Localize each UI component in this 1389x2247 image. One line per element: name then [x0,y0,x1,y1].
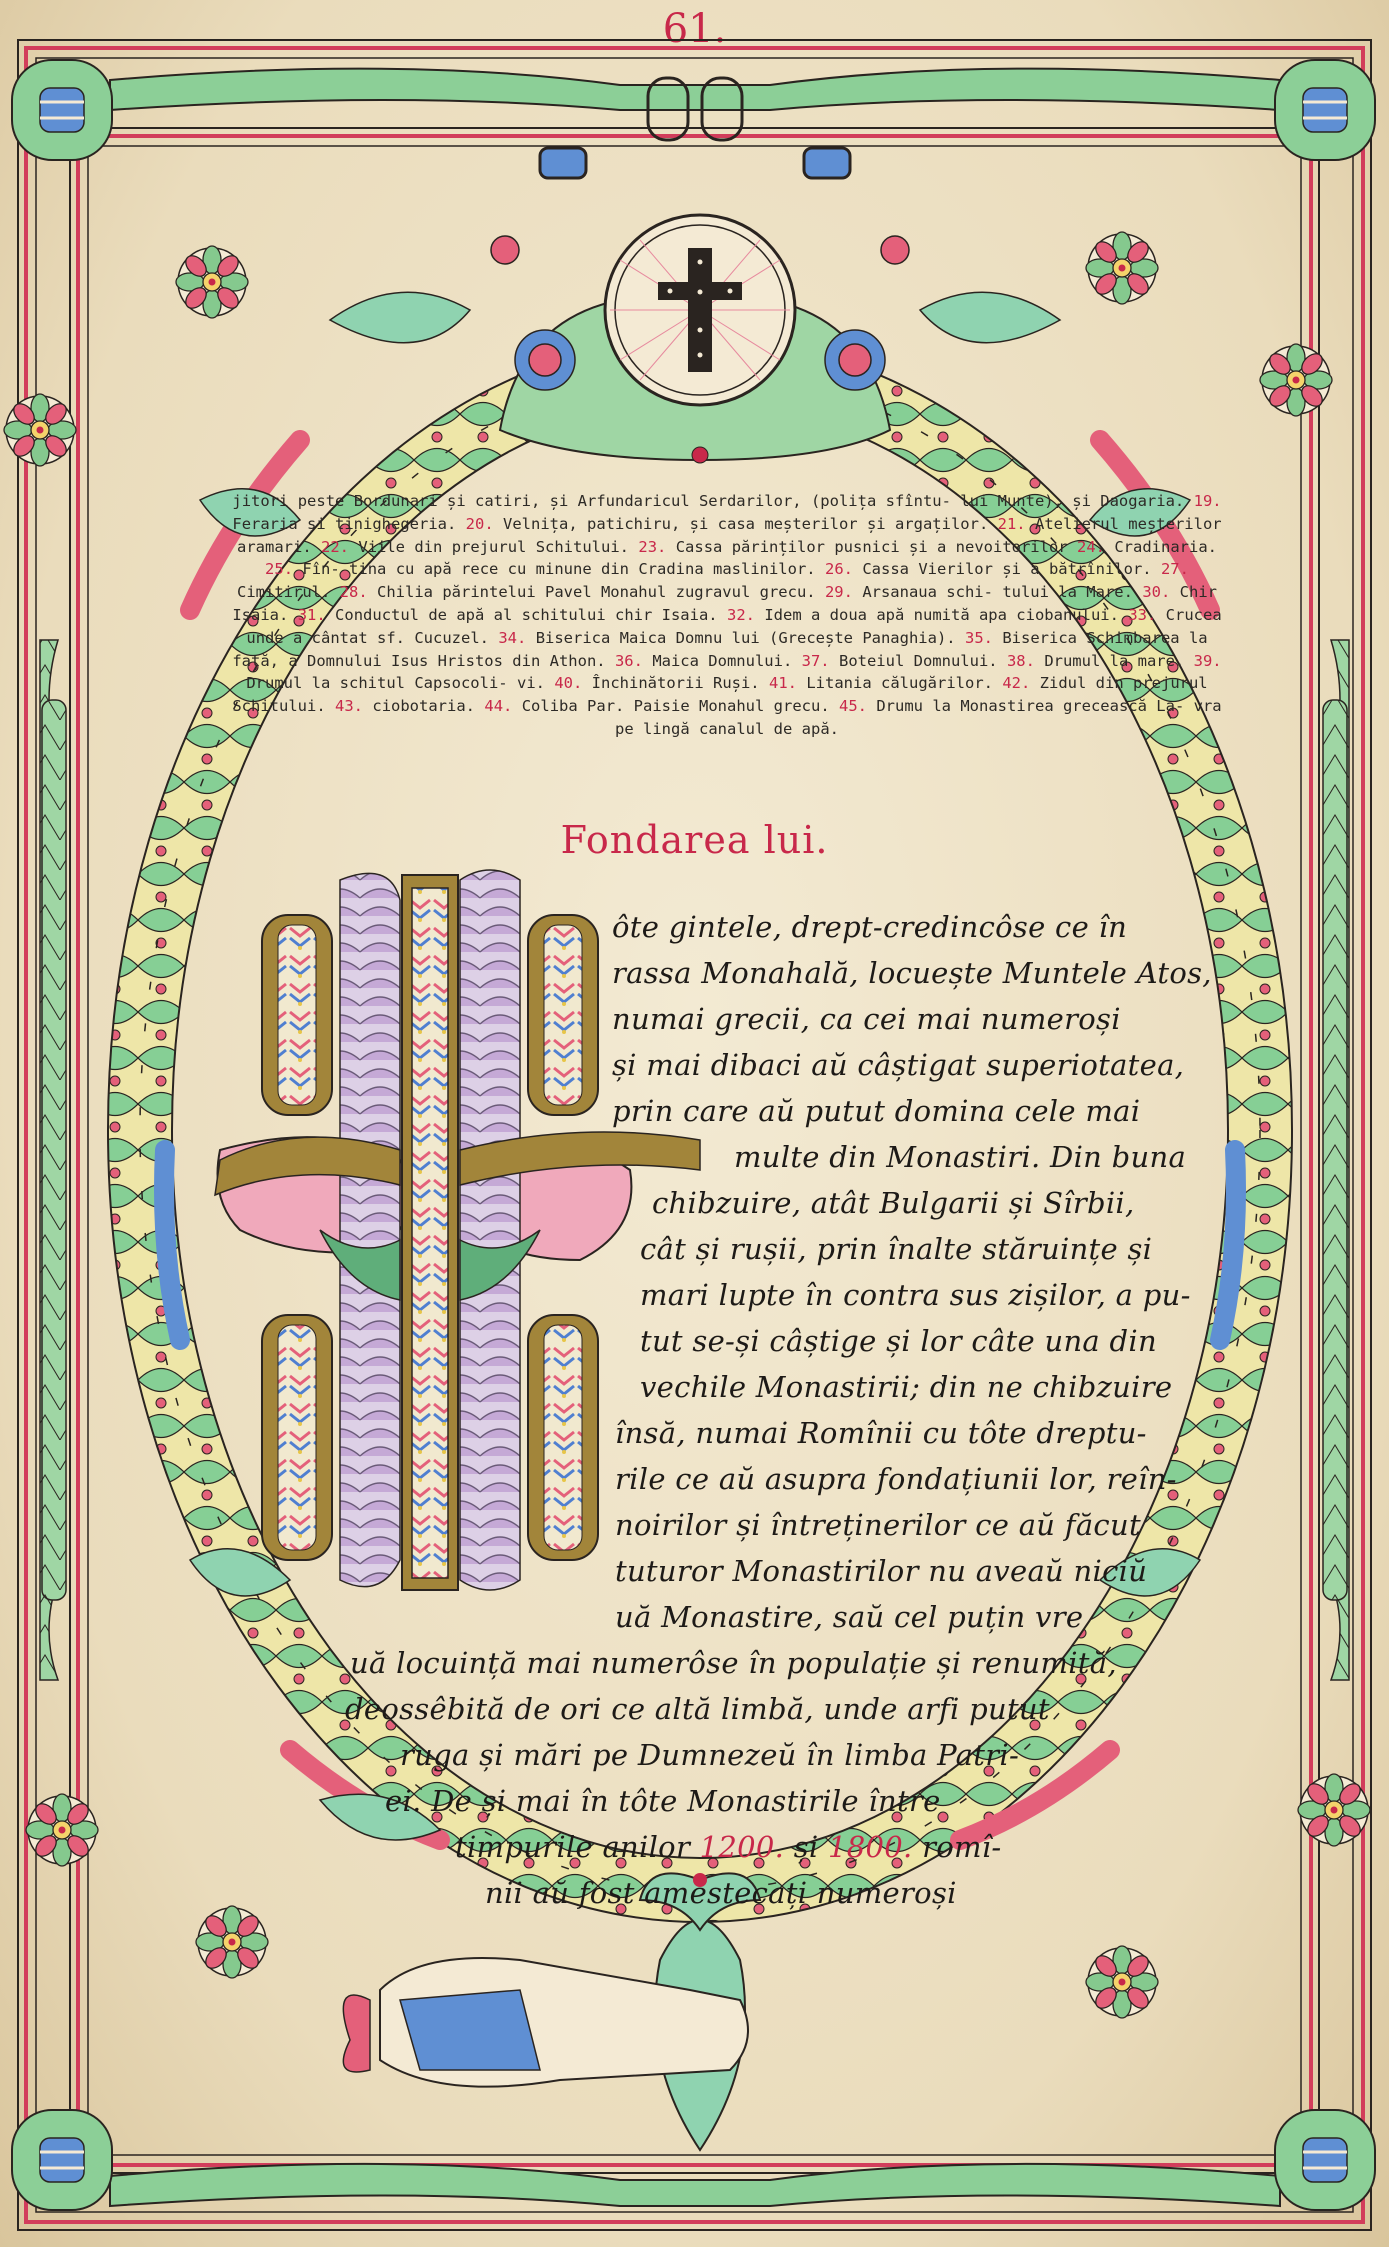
legend-item-number: 36. [614,651,643,670]
body-line: uă locuință mai numerôse în populație și renumită, [350,1646,1117,1680]
legend-item-text: Zidul din prejurul Schitului. [232,674,1208,716]
body-line: deossêbită de ori ce altă limbă, unde arfi putut [345,1692,1050,1726]
legend-item-number: 24. [1076,537,1105,556]
body-line: prin care aŭ putut domina cele mai [612,1094,1141,1128]
legend-item-text: Drumu la Monastirea grecească La- [876,697,1185,716]
body-line: însă, numai Romînii cu tôte dreptu- [615,1416,1147,1450]
year-1200: 1200. [699,1830,785,1864]
body-line: tuturor Monastirilor nu aveaŭ niciŭ [615,1554,1148,1588]
legend-item-text: Drumul la mare. [1044,651,1185,670]
legend-item-text: Biserica Schimbarea la față, a Domnului Isus Hristos din Athon. [232,628,1208,670]
legend-item-text: jitori peste Bordunari și catiri, și Arfundaricul Serdarilor, (polița sfîntu- [232,492,951,510]
legend-item-text: Cimitirul. [237,583,331,602]
legend-item-number: 41. [769,674,797,693]
legend-item-text: prejurul Schitului. [451,537,630,556]
body-line: rassa Monahală, locuește Muntele Atos, [612,956,1212,990]
legend-item-text: Viile din [358,537,443,556]
body-line: uă Monastire, saŭ cel puțin vre [615,1600,1084,1634]
body-line: chibzuire, atât Bulgarii și Sîrbii, [652,1186,1135,1220]
legend-item-text: tului la Mare. [1002,583,1133,602]
legend-item-text: Maica Domnului. [652,651,793,670]
year-line-prefix: timpurile anilor [455,1830,691,1864]
legend-item-text: Cassa părinților pusnici și a nevoitorilor [675,537,1068,556]
legend-item-text: Cassa Vierilor și a bătrînilor. [862,560,1152,579]
legend-item-number: 20. [465,514,494,533]
legend-item-text: Velnița, patichiru, [503,514,681,533]
legend-item-number: 22. [321,537,350,556]
legend-item-number: 29. [824,583,853,602]
legend-item-text: Închinătorii Ruși. [591,674,760,693]
legend-item-text: Chir Isaia. [232,583,1217,624]
body-line: tut se-și câștige și lor câte una din [640,1324,1157,1358]
legend-item-text: Biserica Maica Domnu [535,628,723,647]
year-1800: 1800. [828,1830,913,1864]
section-title: Fondarea lui. [560,818,829,862]
legend-item-text: Fîn- [302,560,340,579]
body-line: rile ce aŭ asupra fondațiunii lor, reîn- [615,1462,1177,1496]
body-line-last: nii aŭ fost amestecați numeroși [485,1876,957,1910]
legend-item-text: lui Munte), și Daogaria. [960,492,1185,510]
legend-item-number: 26. [824,560,853,579]
legend-item-text: Arsanaua schi- [862,583,993,602]
body-line: mari lupte în contra sus zișilor, a pu- [640,1278,1191,1312]
legend-item-number: 40. [554,674,583,693]
year-line-middle: și [793,1830,819,1864]
legend-item-text: Conductul de apă al schitului chir Isaia. [335,605,718,624]
body-line-years [455,1830,1001,1864]
legend-item-text: ciobotaria. [372,697,476,716]
legend-item-number: 42. [1002,674,1031,693]
legend-item-text: Coliba Par. Paisie Monahul grecu. [521,697,830,716]
legend-item-number: 38. [1006,651,1035,670]
legend-item-text: Chilia părintelui Pavel Monahul zugravul grecu. [377,583,816,602]
legend-item-number: 21. [997,514,1026,533]
body-line: ei. De și mai în tôte Monastirile între [385,1784,941,1818]
legend-item-text: Boteiul Domnului. [838,651,998,670]
body-line: cât și rușii, prin înalte stăruințe și [640,1232,1153,1266]
legend-item-text: vra pe lingă canalul de apă. [615,697,1222,738]
body-line: numai grecii, ca cei mai numeroși [612,1002,1121,1036]
body-line: ruga și mări pe Dumnezeŭ în limba Patri- [400,1738,1020,1772]
legend-item-number: 45. [839,697,867,716]
legend-item-number: 33. [1128,605,1157,624]
legend-item-text: Idem a doua [764,605,867,624]
legend-item-number: 27. [1160,560,1189,579]
legend-item-number: 31. [297,605,326,624]
legend-item-text: Atelierul meșterilor aramari. [237,514,1222,556]
legend-item-number: 35. [964,628,993,647]
legend-item-text: Feraria și tinighegeria. [232,514,457,533]
legend-item-number: 39. [1193,651,1222,670]
legend-item-number: 23. [638,537,667,556]
legend-item-text: vi. [516,674,545,693]
legend-item-text: Drumul la schitul Capsocoli- [246,674,508,693]
legend-item-number: 44. [484,697,513,716]
legend-item-number: 34. [498,628,527,647]
legend-item-number: 37. [801,651,830,670]
body-line: multe din Monastiri. Din buna [734,1140,1187,1174]
legend-item-text: lui (Grecește Panaghia). [731,628,956,647]
body-line: și mai dibaci aŭ câștigat superiotatea, [612,1048,1185,1082]
legend-item-number: 19. [1193,492,1222,510]
legend-item-number: 32. [726,605,755,624]
legend-item-number: 25. [265,560,294,579]
body-line: noirilor și întreținerilor ce aŭ făcut [615,1508,1141,1542]
legend-item-number: 30. [1142,583,1171,602]
legend-item-text: Litania călugărilor. [806,674,993,693]
legend-item-text: apă numită apa ciobanului. [876,605,1119,624]
legend-item-text: Crucea unde a cântat sf. Cucuzel. [246,605,1222,647]
body-line: ôte gintele, drept-credincôse ce în [612,910,1128,944]
legend-item-number: 43. [335,697,364,716]
body-line: vechile Monastirii; din ne chibzuire [640,1370,1173,1404]
legend-item-number: 28. [339,583,368,602]
year-line-suffix: romî- [922,1830,1002,1864]
page-number: 61. [662,6,727,52]
legend-item-text: Cradinaria. [1114,537,1217,556]
legend-item-text: tina cu apă rece cu minune din Cradina maslinilor. [349,560,816,579]
legend-item-text: și casa meșterilor și argaților. [689,514,989,533]
